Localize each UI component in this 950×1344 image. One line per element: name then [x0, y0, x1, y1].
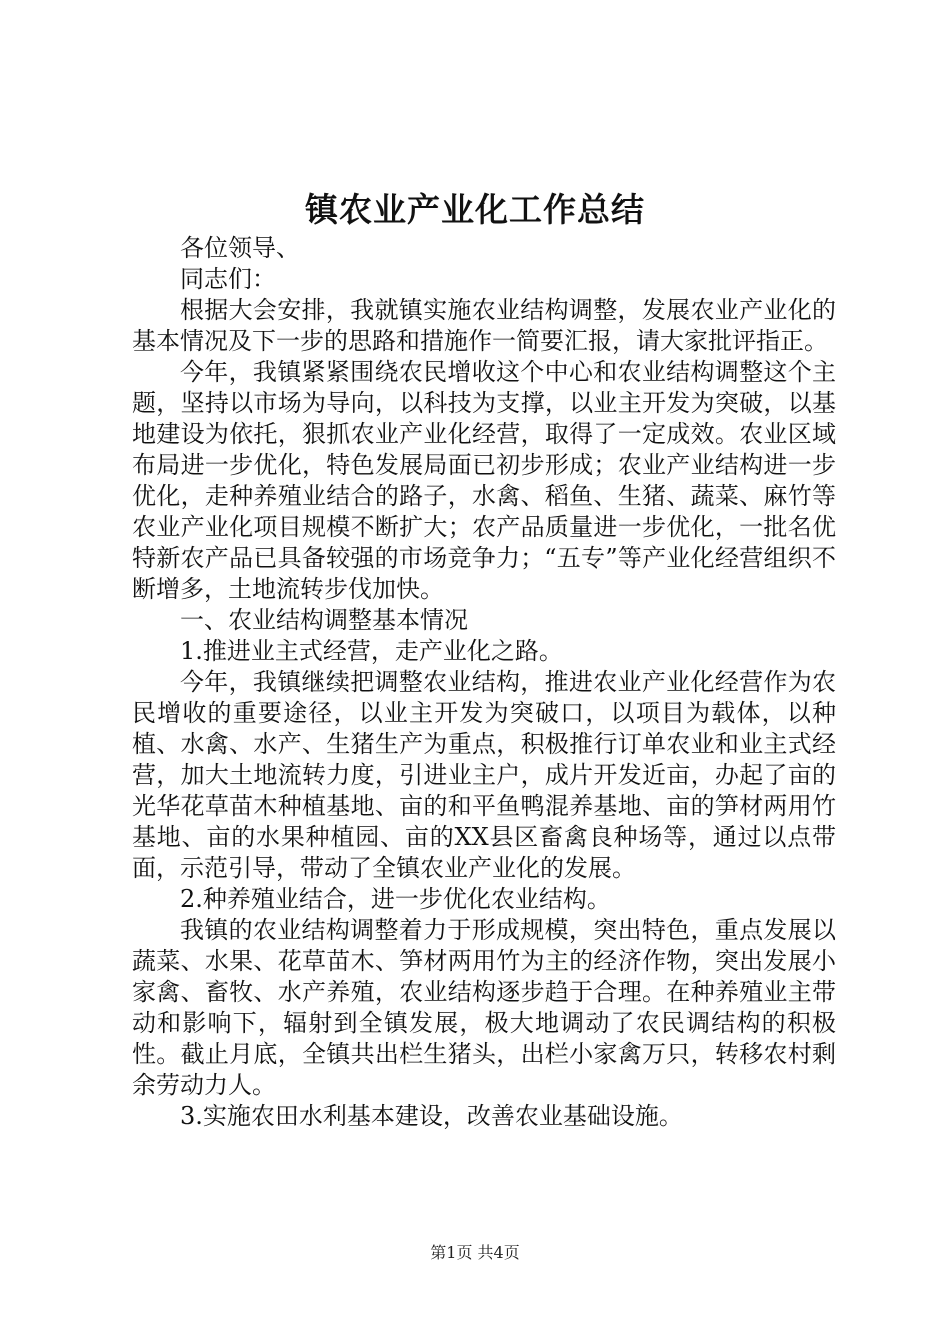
section-heading-1: 一、农业结构调整基本情况 [180, 606, 468, 634]
salutation-comrades: 同志们： [180, 265, 276, 293]
body-paragraph-2: 我镇的农业结构调整着力于形成规模，突出特色，重点发展以蔬菜、水果、花草苗木、笋材两用竹为主的经济作物，突出发展小家禽、畜牧、水产养殖，农业结构逐步趋于合理。在种养殖业主带动和影响下，辐射到全镇发展，极大地调动了农民调结构的积极性。截止月底，全镇共出栏生猪头，出栏小家禽万只，转移农村剩余劳动力人。 [132, 916, 836, 1099]
subheading-2: 2.种养殖业结合，进一步优化农业结构。 [180, 885, 611, 913]
document-title: 镇农业产业化工作总结 [305, 190, 645, 229]
subheading-1: 1.推进业主式经营，走产业化之路。 [180, 637, 563, 665]
overview-paragraph: 今年，我镇紧紧围绕农民增收这个中心和农业结构调整这个主题，坚持以市场为导向，以科技为支撑，以业主开发为突破，以基地建设为依托，狠抓农业产业化经营，取得了一定成效。农业区域布局进一步优化，特色发展局面已初步形成；农业产业结构进一步优化，走种养殖业结合的路子，水禽、稻鱼、生猪、蔬菜、麻竹等农业产业化项目规模不断扩大；农产品质量进一步优化，一批名优特新农产品已具备较强的市场竞争力；“五专”等产业化经营组织不断增多，土地流转步伐加快。 [132, 358, 836, 603]
intro-paragraph: 根据大会安排，我就镇实施农业结构调整，发展农业产业化的基本情况及下一步的思路和措施作一简要汇报，请大家批评指正。 [132, 296, 836, 355]
salutation-leaders: 各位领导、 [180, 234, 300, 262]
document-body [132, 233, 836, 1132]
page-number: 第1页 共4页 [430, 1243, 520, 1262]
subheading-3: 3.实施农田水利基本建设，改善农业基础设施。 [180, 1102, 683, 1130]
body-paragraph-1: 今年，我镇继续把调整农业结构，推进农业产业化经营作为农民增收的重要途径，以业主开发为突破口，以项目为载体，以种植、水禽、水产、生猪生产为重点，积极推行订单农业和业主式经营，加大土地流转力度，引进业主户，成片开发近亩，办起了亩的光华花草苗木种植基地、亩的和平鱼鸭混养基地、亩的笋材两用竹基地、亩的水果种植园、亩的XX县区畜禽良种场等，通过以点带面，示范引导，带动了全镇农业产业化的发展。 [132, 668, 836, 882]
